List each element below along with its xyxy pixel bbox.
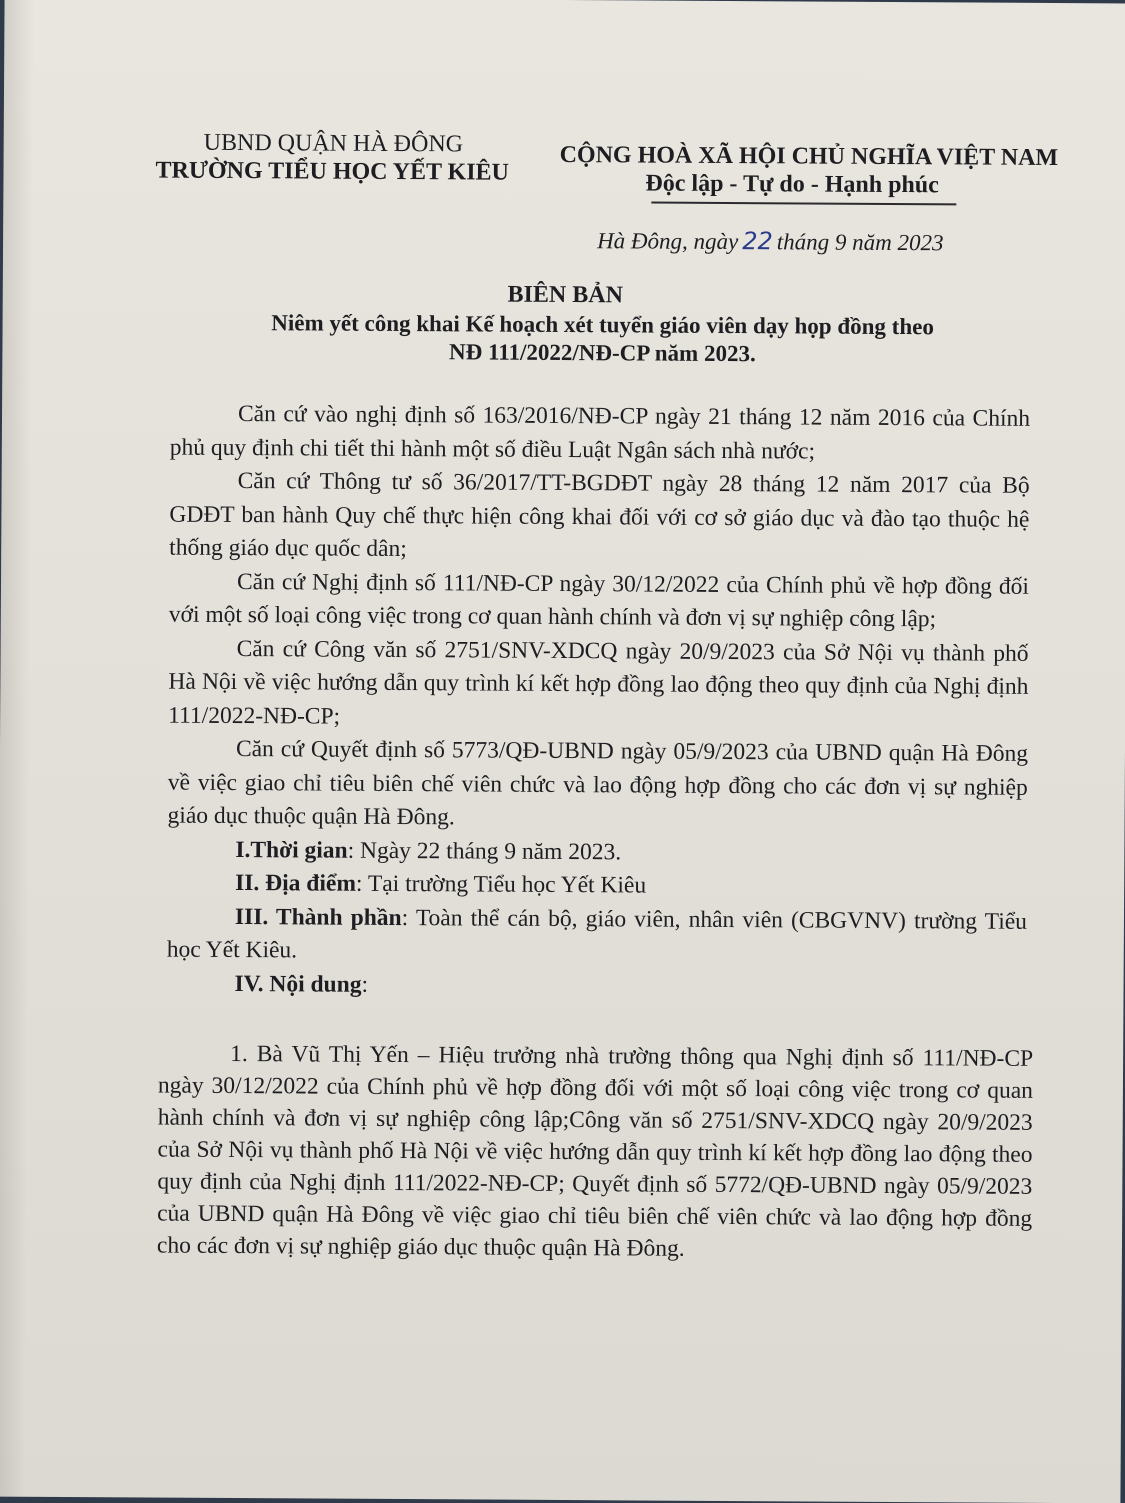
national-title: CỘNG HOÀ XÃ HỘI CHỦ NGHĨA VIỆT NAM	[559, 141, 1059, 172]
content-item: 1. Bà Vũ Thị Yến – Hiệu trưởng nhà trường thông qua Nghị định số 111/NĐ-CP ngày 30/12/2022 của Chính phủ về hợp đồng đối với một số loại công việc trong cơ quan hành chính và đơn vị sự nghiệp công lập;Công văn số 2751/SNV-XDCQ ngày 20/9/2023 của Sở Nội vụ thành phố Hà Nội về việc hướng dẫn quy trình kí kết hợp đồng lao động theo quy định của Nghị định 111/2022-NĐ-CP; Quyết định số 5772/QĐ-UBND ngày 05/9/2023 của UBND quận Hà Đông về việc giao chỉ tiêu biên chế viên chức và lao động hợp đồng cho các đơn vị sự nghiệp giáo dục thuộc quận Hà Đông.	[156, 1040, 1034, 1262]
dateline	[597, 226, 944, 256]
page-edge-shadow	[0, 0, 35, 1497]
dateline-prefix: Hà Đông, ngày	[597, 228, 739, 255]
issuing-authority: UBND QUẬN HÀ ĐÔNG	[203, 129, 464, 158]
dateline-suffix: tháng 9 năm 2023	[776, 229, 944, 256]
section-members	[167, 900, 1027, 972]
legal-basis-paragraph: Căn cứ Quyết định số 5773/QĐ-UBND ngày 05/9/2023 của UBND quận Hà Đông về việc giao chỉ tiêu biên chế viên chức và lao động hợp đồng cho các đơn vị sự nghiệp giáo dục thuộc quận Hà Đông.	[167, 736, 1029, 831]
motto-underline	[651, 202, 956, 206]
section-place-value: : Tại trường Tiểu học Yết Kiêu	[355, 870, 647, 899]
section-time	[167, 833, 1027, 872]
section-content	[166, 967, 1026, 1006]
section-content-colon: :	[361, 971, 369, 998]
legal-basis-paragraph: Căn cứ Công văn số 2751/SNV-XDCQ ngày 20/9/2023 của Sở Nội vụ thành phố Hà Nội về việc hướng dẫn quy trình kí kết hợp đồng lao động theo quy định của Nghị định 111/2022-NĐ-CP;	[168, 635, 1029, 730]
section-content-label: IV. Nội dung	[234, 970, 362, 998]
legal-basis-paragraph: Căn cứ Nghị định số 111/NĐ-CP ngày 30/12/2022 của Chính phủ về hợp đồng đối với một số loại công việc trong cơ quan hành chính và đơn vị sự nghiệp công lập;	[168, 568, 1030, 633]
legal-basis-paragraph: Căn cứ Thông tư số 36/2017/TT-BGDĐT ngày 28 tháng 12 năm 2017 của Bộ GDĐT ban hành Quy chế thực hiện công khai đối với cơ sở giáo dục và đào tạo thuộc hệ thống giáo dục quốc dân;	[169, 468, 1030, 563]
section-members-label: III. Thành phần	[234, 903, 402, 931]
document-subtitle-line2: NĐ 111/2022/NĐ-CP năm 2023.	[449, 339, 756, 367]
content-body	[157, 1038, 1033, 1267]
school-name: TRƯỜNG TIỂU HỌC YẾT KIÊU	[155, 157, 510, 186]
section-time-value: : Ngày 22 tháng 9 năm 2023.	[347, 837, 622, 865]
dateline-day-handwritten: 22	[742, 227, 773, 256]
legal-basis-paragraph: Căn cứ vào nghị định số 163/2016/NĐ-CP ngày 21 tháng 12 năm 2016 của Chính phủ quy định chi tiết thi hành một số điều Luật Ngân sách nhà nước;	[169, 401, 1031, 465]
section-time-label: I.Thời gian	[235, 836, 348, 864]
document-subtitle-line1: Niêm yết công khai Kế hoạch xét tuyển giáo viên dạy họp đồng theo	[271, 310, 934, 340]
document-title: BIÊN BẢN	[507, 281, 624, 309]
section-place-label: II. Địa điểm	[235, 870, 357, 897]
section-place	[167, 867, 1027, 906]
section-members-value: : Toàn thể cán bộ, giáo viên, nhân viên (CBGVNV) trường Tiểu học Yết Kiêu.	[166, 904, 1028, 964]
national-motto: Độc lập - Tự do - Hạnh phúc	[645, 170, 939, 199]
legal-basis	[166, 398, 1030, 1006]
